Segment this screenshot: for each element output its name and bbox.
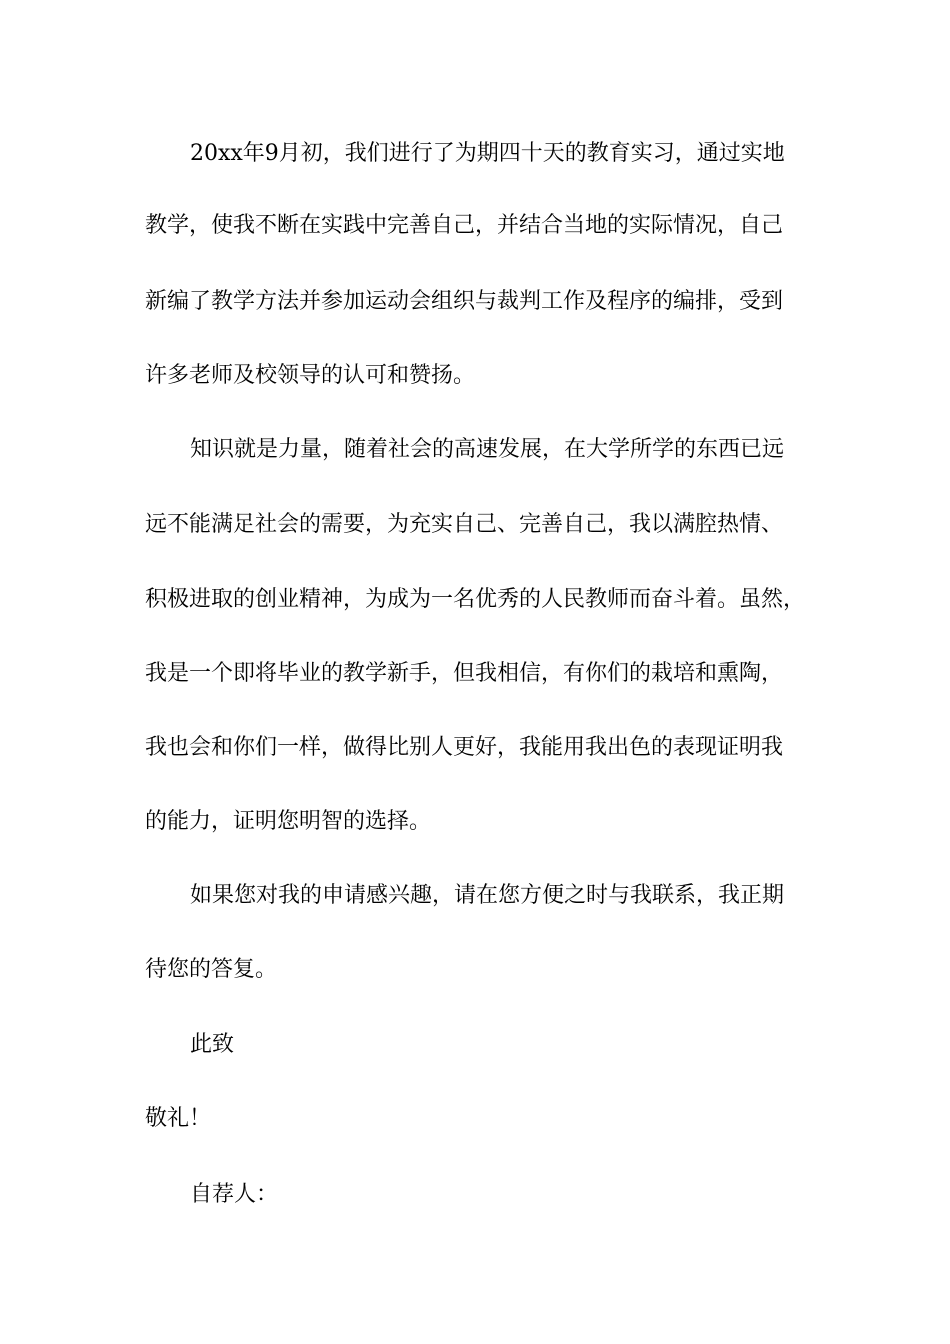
closing-salute: 敬礼！ — [145, 1106, 212, 1131]
signature-label: 自荐人： — [190, 1182, 279, 1207]
paragraph-3-line-2: 待您的答复。 — [145, 957, 278, 982]
paragraph-1-line-3: 新编了教学方法并参加运动会组织与裁判工作及程序的编排，受到 — [145, 289, 784, 314]
paragraph-2-line-2: 远不能满足社会的需要，为充实自己、完善自己，我以满腔热情、 — [145, 512, 784, 537]
paragraph-2-line-3: 积极进取的创业精神，为成为一名优秀的人民教师而奋斗着。虽然， — [145, 587, 806, 612]
paragraph-3-line-1: 如果您对我的申请感兴趣，请在您方便之时与我联系，我正期 — [190, 883, 785, 908]
paragraph-1-line-1: 20xx年9月初，我们进行了为期四十天的教育实习，通过实地 — [190, 141, 785, 166]
paragraph-2-line-6: 的能力，证明您明智的选择。 — [145, 809, 432, 834]
closing-greeting: 此致 — [190, 1032, 235, 1057]
paragraph-2-line-1: 知识就是力量，随着社会的高速发展，在大学所学的东西已远 — [190, 437, 785, 462]
paragraph-2-line-4: 我是一个即将毕业的教学新手，但我相信，有你们的栽培和熏陶， — [145, 661, 784, 686]
paragraph-2-line-5: 我也会和你们一样，做得比别人更好，我能用我出色的表现证明我 — [145, 735, 784, 760]
paragraph-1-line-4: 许多老师及校领导的认可和赞扬。 — [145, 363, 476, 388]
paragraph-1-line-2: 教学，使我不断在实践中完善自己，并结合当地的实际情况，自己 — [145, 213, 784, 238]
